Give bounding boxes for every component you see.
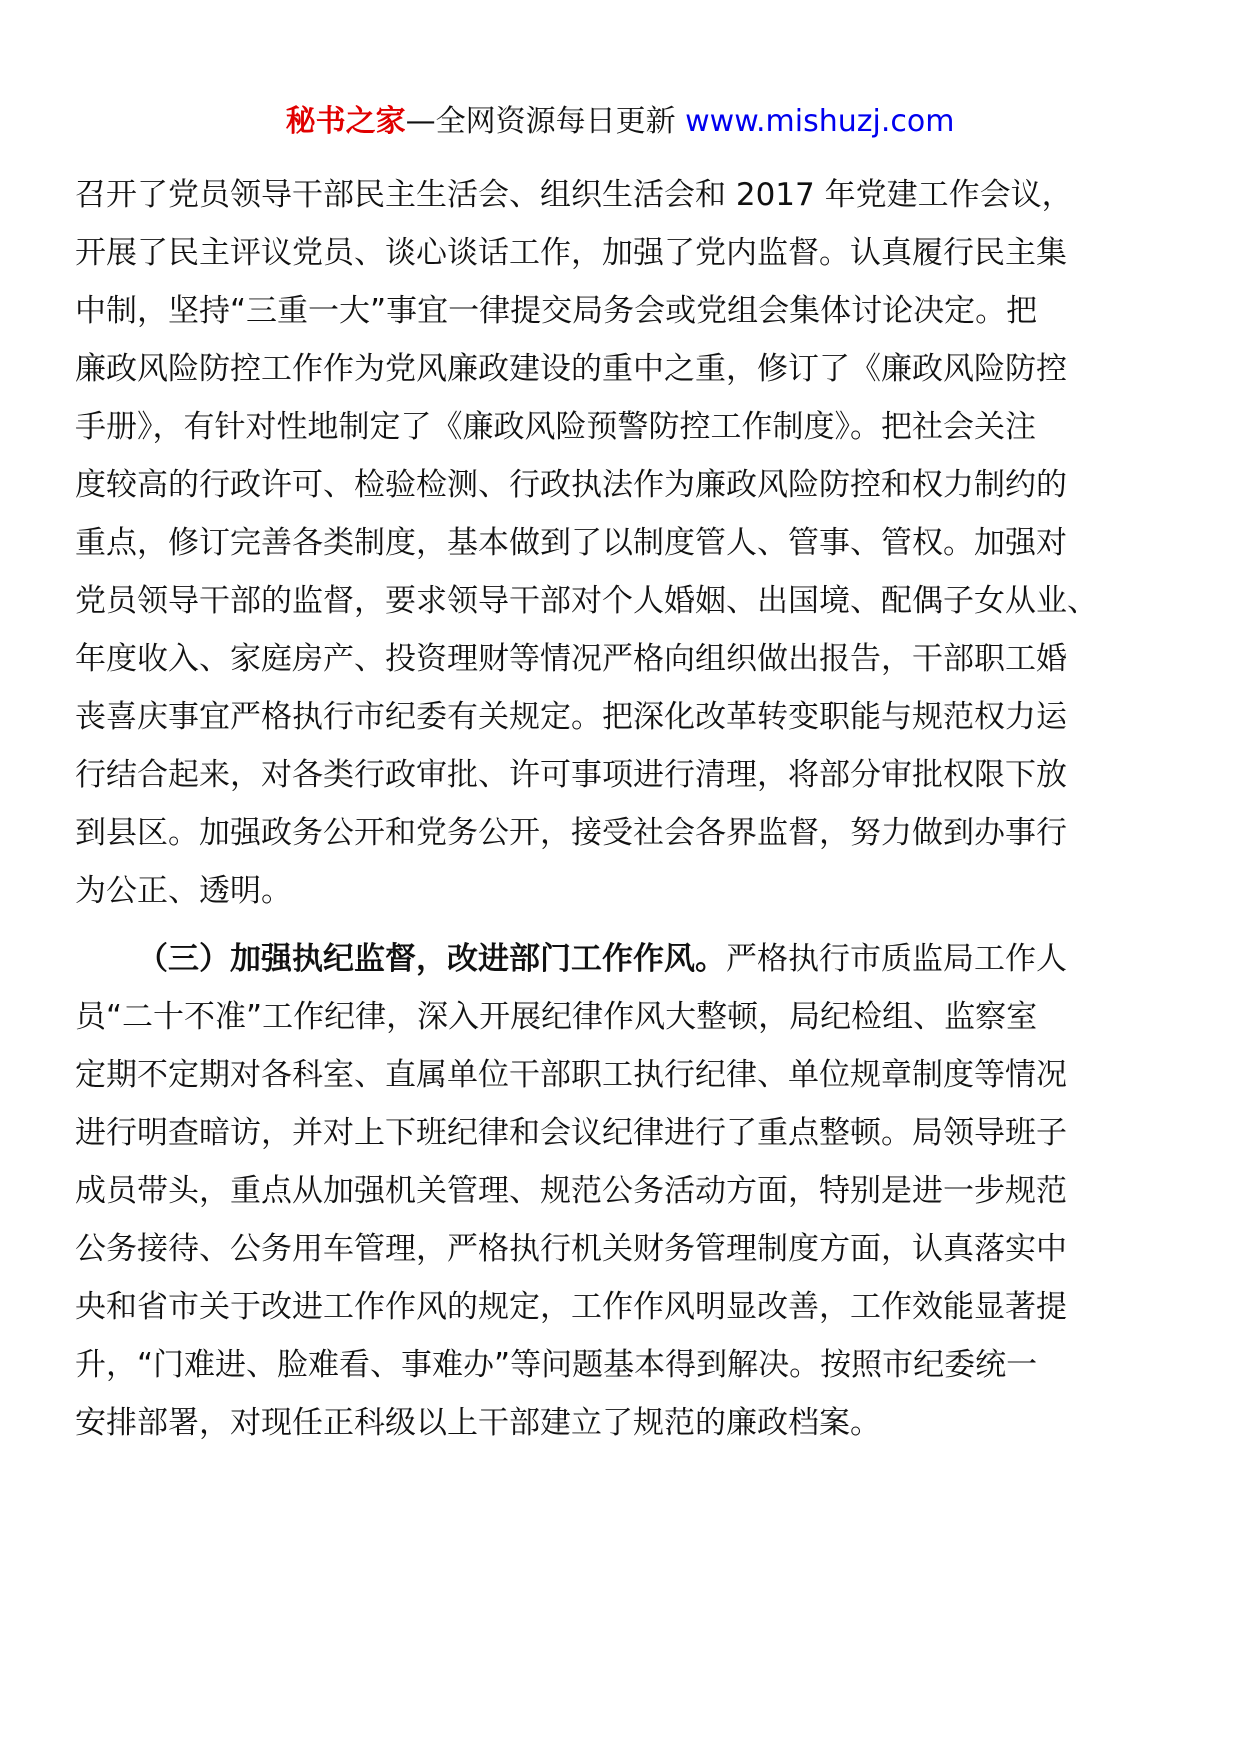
- header-tagline: —全网资源每日更新: [405, 104, 686, 139]
- paragraph-line: 为公正、透明。: [75, 873, 292, 909]
- paragraph-line: 召开了党员领导干部民主生活会、组织生活会和 2017 年党建工作会议，: [75, 177, 1073, 213]
- paragraph-text: 严格执行市质监局工作人: [726, 941, 1067, 977]
- paragraph-line: 定期不定期对各科室、直属单位干部职工执行纪律、单位规章制度等情况: [75, 1057, 1067, 1093]
- paragraph-line: 成员带头，重点从加强机关管理、规范公务活动方面，特别是进一步规范: [75, 1173, 1067, 1209]
- paragraph-line: 党员领导干部的监督，要求领导干部对个人婚姻、出国境、配偶子女从业、: [75, 583, 1098, 619]
- paragraph-line: 到县区。加强政务公开和党务公开，接受社会各界监督，努力做到办事行: [75, 815, 1067, 851]
- paragraph-line: 行结合起来，对各类行政审批、许可事项进行清理，将部分审批权限下放: [75, 757, 1067, 793]
- paragraph-line: 度较高的行政许可、检验检测、行政执法作为廉政风险防控和权力制约的: [75, 467, 1067, 503]
- paragraph-line: 手册》，有针对性地制定了《廉政风险预警防控工作制度》。把社会关注: [75, 409, 1036, 445]
- paragraph-line: 升，“门难进、脸难看、事难办”等问题基本得到解决。按照市纪委统一: [75, 1347, 1038, 1383]
- site-url-link[interactable]: www.mishuzj.com: [685, 104, 955, 139]
- paragraph-line: 廉政风险防控工作作为党风廉政建设的重中之重，修订了《廉政风险防控: [75, 351, 1067, 387]
- section-heading: （三）加强执纪监督，改进部门工作作风。: [137, 941, 726, 977]
- paragraph-line: 中制，坚持“三重一大”事宜一律提交局务会或党组会集体讨论决定。把: [75, 293, 1038, 329]
- paragraph-line: 年度收入、家庭房产、投资理财等情况严格向组织做出报告，干部职工婚: [75, 641, 1067, 677]
- paragraph-line: 安排部署，对现任正科级以上干部建立了规范的廉政档案。: [75, 1405, 881, 1441]
- paragraph-line: 重点，修订完善各类制度，基本做到了以制度管人、管事、管权。加强对: [75, 525, 1067, 561]
- brand-name: 秘书之家: [285, 104, 406, 139]
- paragraph-line: 开展了民主评议党员、谈心谈话工作，加强了党内监督。认真履行民主集: [75, 235, 1067, 271]
- paragraph-line: 进行明查暗访，并对上下班纪律和会议纪律进行了重点整顿。局领导班子: [75, 1115, 1067, 1151]
- site-header: [0, 102, 1240, 142]
- section-heading-line: [137, 927, 1067, 991]
- paragraph-line: 员“二十不准”工作纪律，深入开展纪律作风大整顿，局纪检组、监察室: [75, 999, 1038, 1035]
- paragraph-line: 央和省市关于改进工作作风的规定，工作作风明显改善，工作效能显著提: [75, 1289, 1067, 1325]
- paragraph-line: 公务接待、公务用车管理，严格执行机关财务管理制度方面，认真落实中: [75, 1231, 1067, 1267]
- paragraph-line: 丧喜庆事宜严格执行市纪委有关规定。把深化改革转变职能与规范权力运: [75, 699, 1067, 735]
